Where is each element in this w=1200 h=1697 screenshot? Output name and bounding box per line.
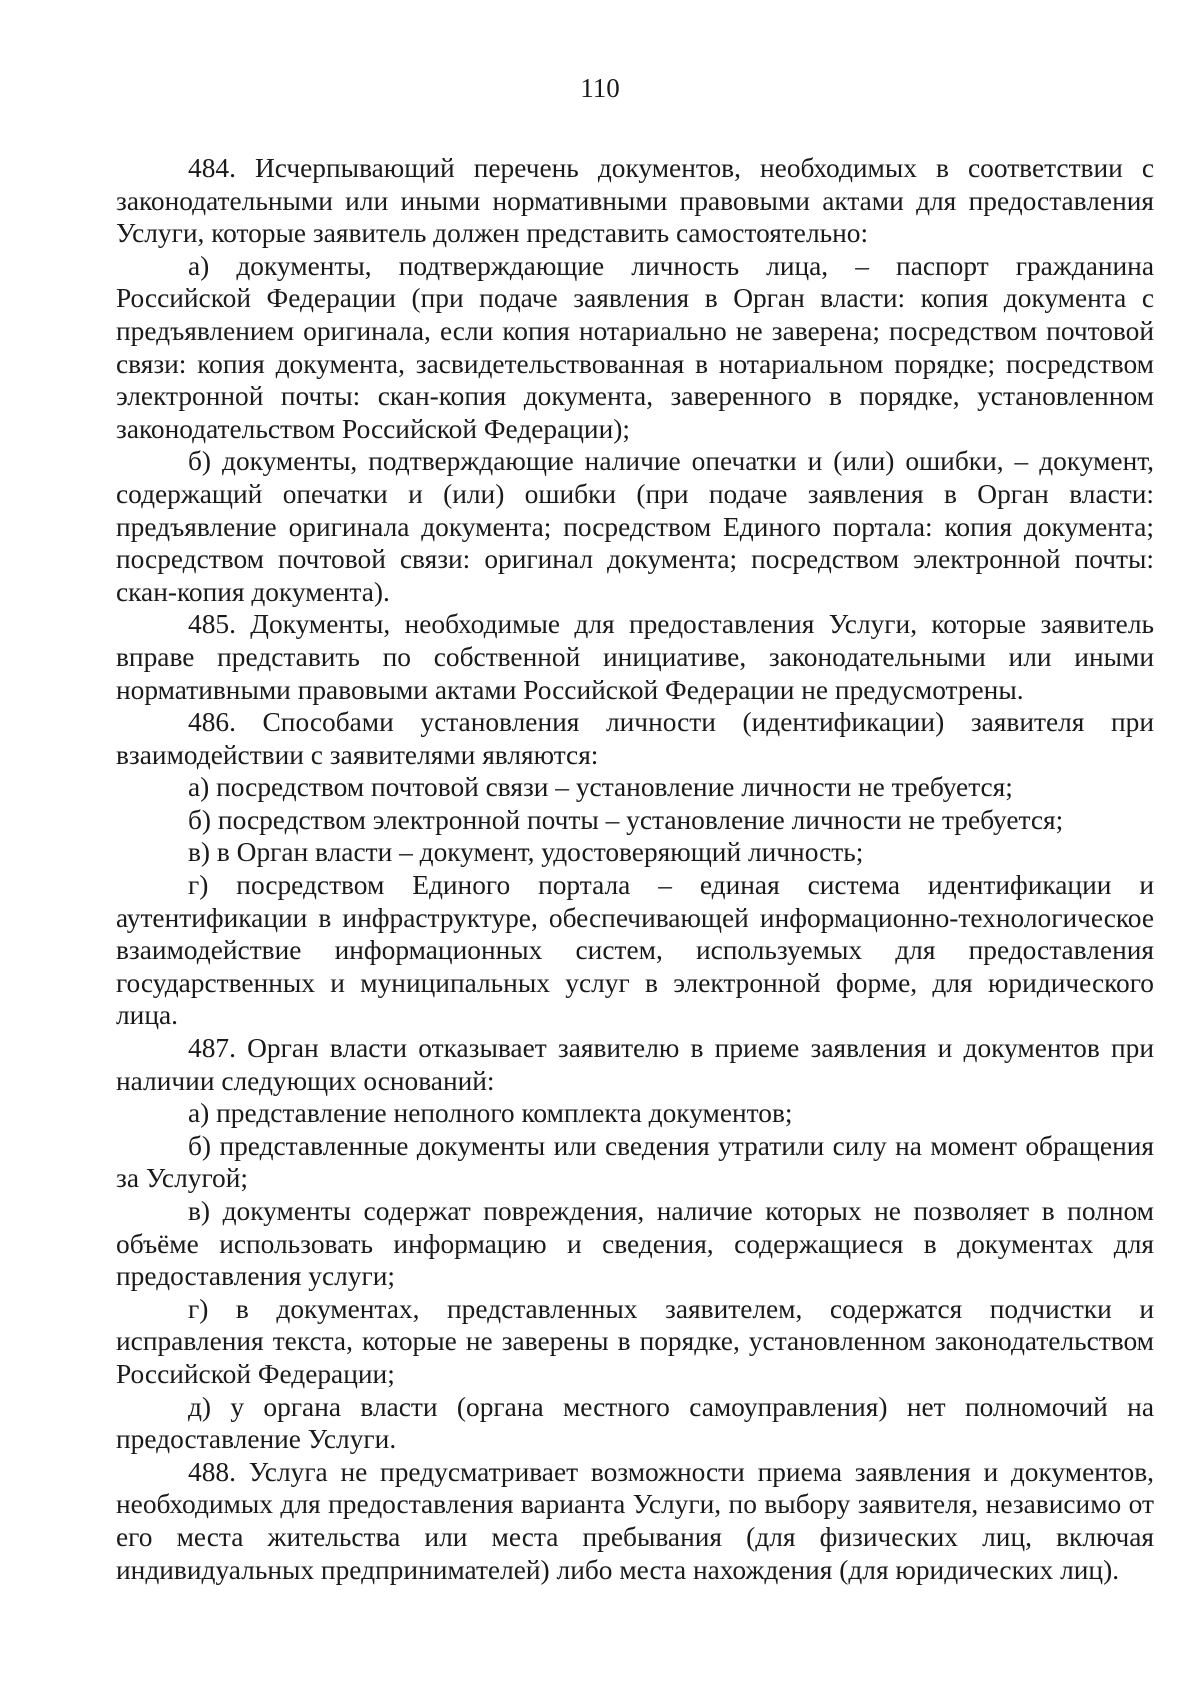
paragraph-486-b: б) посредством электронной почты – установление личности не требуется; (188, 804, 1064, 835)
paragraph-487-v: в) документы содержат повреждения, наличие которых не позволяет в полном объёме использовать информацию и сведения, содержащиеся в документах для предоставления услуги; (116, 1196, 1154, 1292)
paragraph-486: 486. Способами установления личности (идентификации) заявителя при взаимодействии с заявителями являются: (116, 707, 1154, 770)
paragraph-484-b: б) документы, подтверждающие наличие опечатки и (или) ошибки, – документ, содержащий опечатки и (или) ошибки (при подаче заявления в Орган власти: предъявление оригинала документа; посредством Единого портала: копия документа; посредством почтовой связи: оригинал документа; посредством электронной почты: скан-копия документа). (116, 446, 1154, 607)
paragraph-487-b: б) представленные документы или сведения утратили силу на момент обращения за Услугой; (116, 1130, 1154, 1194)
paragraph-484: 484. Исчерпывающий перечень документов, необходимых в соответствии с законодательными или иными нормативными правовыми актами для предоставления Услуги, которые заявитель должен представить самостоятельно: (116, 153, 1154, 249)
paragraph-487-d: д) у органа власти (органа местного самоуправления) нет полномочий на предоставление Услуги. (116, 1391, 1154, 1455)
page-number: 110 (580, 73, 620, 103)
paragraph-487-g: г) в документах, представленных заявителем, содержатся подчистки и исправления текста, которые не заверены в порядке, установленном законодательством Российской Федерации; (116, 1293, 1154, 1389)
paragraph-486-g: г) посредством Единого портала – единая система идентификации и аутентификации в инфраструктуре, обеспечивающей информационно-технологическое взаимодействие информационных систем, используемых для предоставления государственных и муниципальных услуг в электронной форме, для юридического лица. (116, 870, 1154, 1031)
paragraph-487: 487. Орган власти отказывает заявителю в приеме заявления и документов при наличии следующих оснований: (116, 1033, 1154, 1096)
paragraph-488: 488. Услуга не предусматривает возможности приема заявления и документов, необходимых для предоставления варианта Услуги, по выбору заявителя, независимо от его места жительства или места пребывания (для физических лиц, включая индивидуальных предпринимателей) либо места нахождения (для юридических лиц). (116, 1456, 1154, 1585)
paragraph-487-a: а) представление неполного комплекта документов; (188, 1098, 793, 1129)
paragraph-486-a: а) посредством почтовой связи – установление личности не требуется; (188, 772, 1013, 803)
paragraph-486-v: в) в Орган власти – документ, удостоверяющий личность; (188, 837, 864, 868)
document-body (116, 152, 1154, 1586)
paragraph-485: 485. Документы, необходимые для предоставления Услуги, которые заявитель вправе представить по собственной инициативе, законодательными или иными нормативными правовыми актами Российской Федерации не предусмотрены. (116, 609, 1154, 705)
paragraph-484-a: а) документы, подтверждающие личность лица, – паспорт гражданина Российской Федерации (при подаче заявления в Орган власти: копия документа с предъявлением оригинала, если копия нотариально не заверена; посредством почтовой связи: копия документа, засвидетельствованная в нотариальном порядке; посредством электронной почты: скан-копия документа, заверенного в порядке, установленном законодательством Российской Федерации); (116, 250, 1154, 444)
